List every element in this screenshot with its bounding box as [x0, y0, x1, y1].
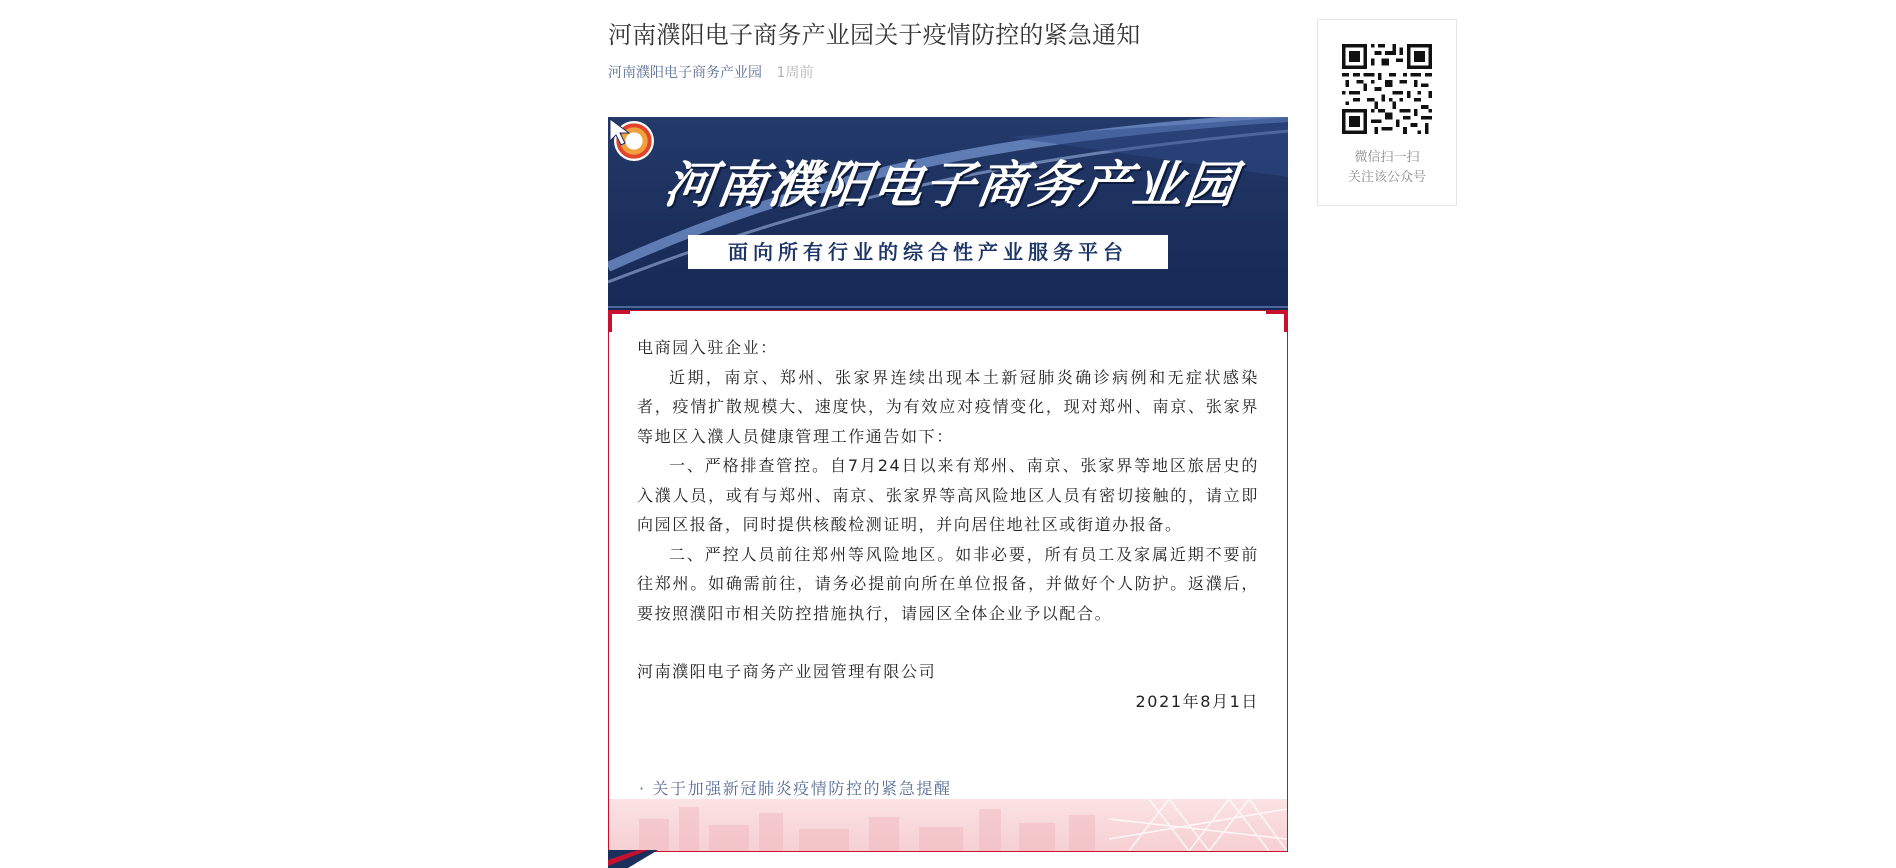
frame-corner	[1266, 310, 1288, 332]
notice-greeting: 电商园入驻企业：	[637, 338, 778, 357]
notice-paragraph: 近期，南京、郑州、张家界连续出现本土新冠肺炎确诊病例和无症状感染者，疫情扩散规模大、速度快，为有效应对疫情变化，现对郑州、南京、张家界等地区入濮人员健康管理工作通告如下：	[637, 367, 1259, 446]
qr-caption	[1318, 148, 1456, 188]
next-image-edge	[608, 850, 668, 868]
notice-date: 2021年8月1日	[1135, 691, 1259, 711]
qr-caption-line: 关注该公众号	[1347, 170, 1426, 185]
notice-signature: 河南濮阳电子商务产业园管理有限公司	[637, 662, 937, 681]
qr-code-icon	[1342, 44, 1432, 134]
account-name-link[interactable]: 河南濮阳电子商务产业园	[608, 65, 762, 81]
related-article-link[interactable]: · 关于加强新冠肺炎疫情防控的紧急提醒	[639, 779, 952, 798]
notice-paragraph: 二、严控人员前往郑州等风险地区。如非必要，所有员工及家属近期不要前往郑州。如确需前往，请务必提前向所在单位报备，并做好个人防护。返濮后，要按照濮阳市相关防控措施执行，请园区全体企业予以配合。	[637, 544, 1259, 623]
banner-subtitle: 面向所有行业的综合性产业服务平台	[688, 235, 1168, 269]
notice-body	[637, 333, 1259, 716]
notice-paragraph: 一、严格排查管控。自7月24日以来有郑州、南京、张家界等地区旅居史的入濮人员，或有与郑州、南京、张家界等高风险地区人员有密切接触的，请立即向园区报备，同时提供核酸检测证明，并向居住地社区或街道办报备。	[637, 456, 1259, 534]
qr-code-panel	[1317, 19, 1457, 206]
qr-caption-line: 微信扫一扫	[1354, 150, 1420, 165]
header-banner-image	[608, 117, 1288, 310]
spacer	[637, 628, 1259, 657]
cursor-arrow-icon	[608, 117, 634, 147]
article-title: 河南濮阳电子商务产业园关于疫情防控的紧急通知	[608, 21, 1141, 49]
frame-corner	[608, 310, 630, 332]
footer-pattern	[609, 799, 1287, 851]
footer-decoration-image	[609, 799, 1287, 851]
publish-time: 1周前	[776, 65, 814, 81]
banner-title: 河南濮阳电子商务产业园	[660, 156, 1242, 214]
article-meta	[608, 63, 813, 83]
notice-frame	[608, 310, 1288, 852]
